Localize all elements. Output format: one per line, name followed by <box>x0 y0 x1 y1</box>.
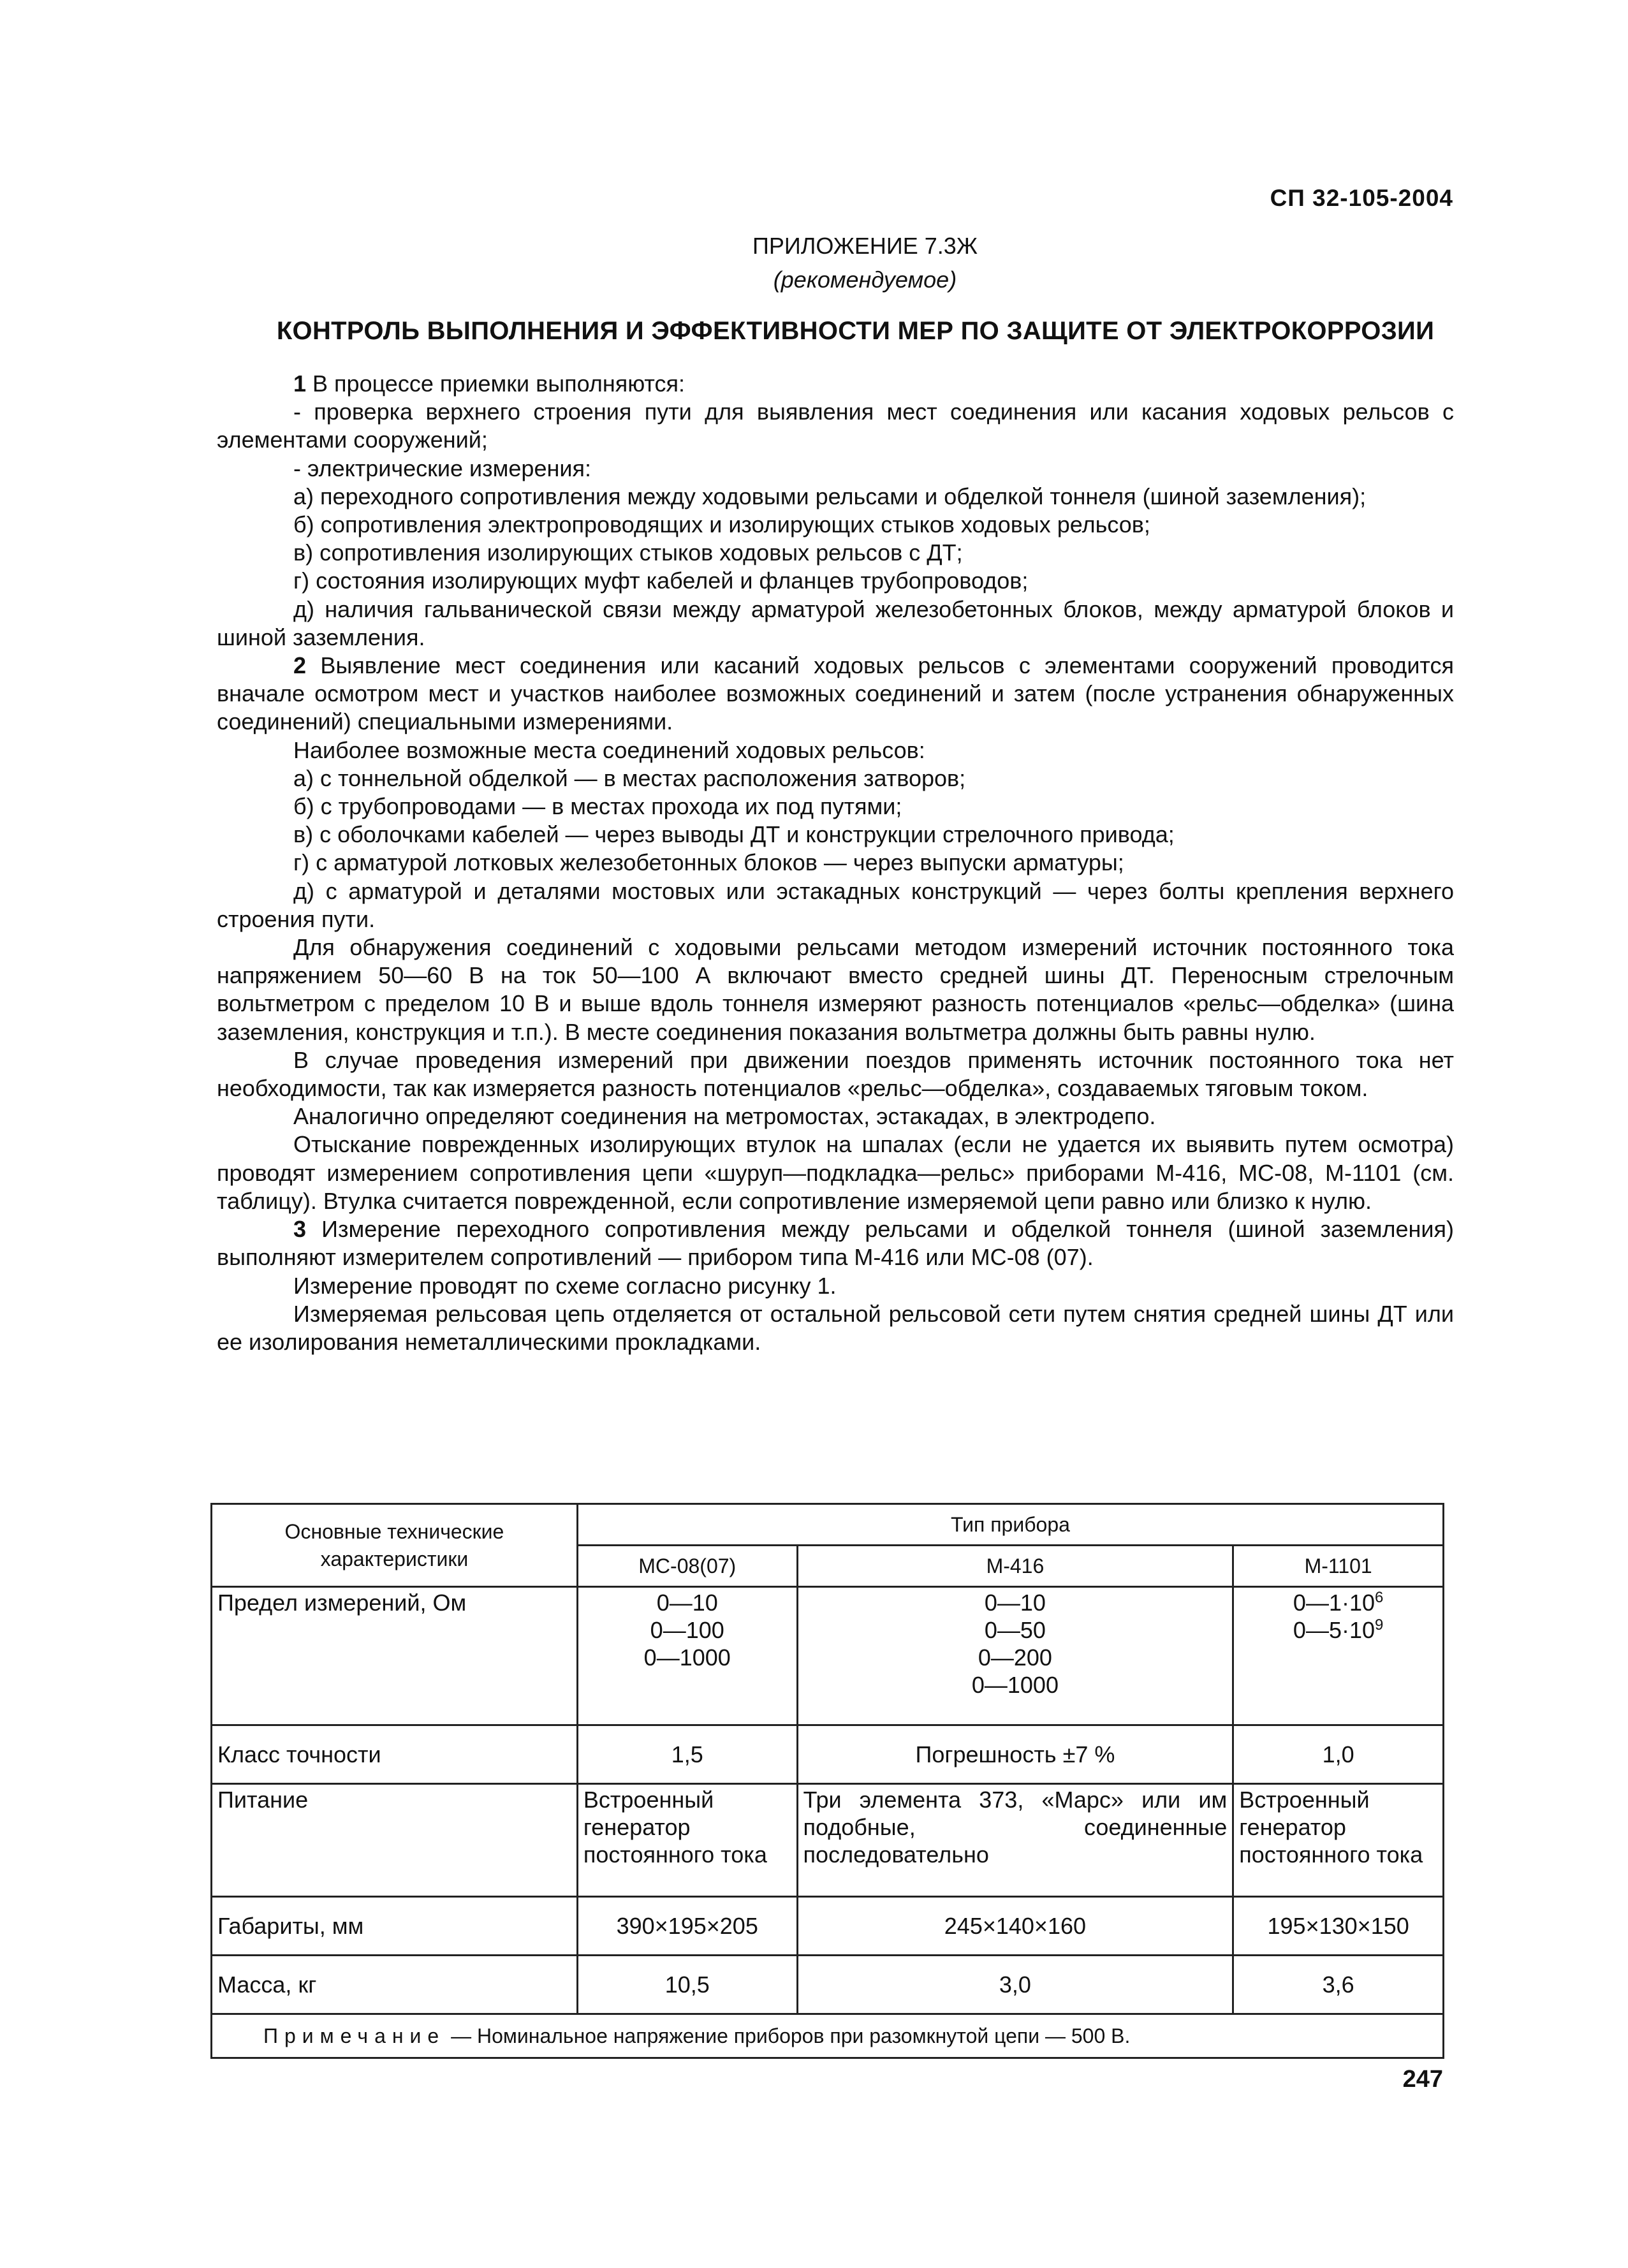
paragraph <box>217 1215 1454 1271</box>
paragraph <box>217 652 1454 736</box>
row-label: Габариты, мм <box>212 1897 578 1956</box>
table-row <box>212 1956 1444 2014</box>
table-note <box>212 2014 1444 2058</box>
header-col-m1101: М-1101 <box>1233 1546 1444 1587</box>
row-label: Масса, кг <box>212 1956 578 2014</box>
table-note-row <box>212 2014 1444 2058</box>
table-cell: 1,5 <box>577 1725 797 1784</box>
row-label: Питание <box>212 1784 578 1897</box>
paragraph: б) с трубопроводами — в местах прохода их под путями; <box>293 793 902 820</box>
table-cell: Встроенный генератор постоянного тока <box>577 1784 797 1897</box>
paragraph: в) сопротивления изолирующих стыков ходовых рельсов с ДТ; <box>293 539 963 566</box>
cell-line: 0—200 <box>978 1644 1052 1671</box>
note-text: — Номинальное напряжение приборов при разомкнутой цепи — 500 В. <box>445 2024 1131 2047</box>
section-number: 3 <box>293 1216 307 1243</box>
paragraph: а) переходного сопротивления между ходовыми рельсами и обделкой тоннеля (шиной заземления); <box>293 483 1367 509</box>
appendix-label: ПРИЛОЖЕНИЕ 7.3Ж <box>752 233 978 259</box>
table-cell: Встроенный генератор постоянного тока <box>1233 1784 1444 1897</box>
paragraph-text: Измерение переходного сопротивления между рельсами и обделкой тоннеля (шиной заземления) выполняют измерителем сопротивлений — прибором типа М-416 или МС-08 (07). <box>217 1216 1454 1271</box>
paragraph: д) с арматурой и деталями мостовых или эстакадных конструкций — через болты крепления верхнего строения пути. <box>217 877 1454 932</box>
table-row <box>212 1784 1444 1897</box>
paragraph: Отыскание поврежденных изолирующих втулок на шпалах (если не удается их выявить путем осмотра) проводят измерением сопротивления цепи «шуруп—подкладка—рельс» приборами М-416, МС-08, М-1101 (см. таблицу). Втулка считается поврежденной, если сопротивление измеряемой цепи равно или близко к нулю. <box>217 1131 1454 1214</box>
appendix-status: (рекомендуемое) <box>773 267 957 293</box>
table-cell <box>797 1587 1233 1725</box>
note-label: Примечание <box>263 2024 446 2047</box>
cell-line: 0—1000 <box>643 1644 731 1671</box>
table-cell: 1,0 <box>1233 1725 1444 1784</box>
paragraph: д) наличия гальванической связи между арматурой железобетонных блоков, между арматурой блоков и шиной заземления. <box>217 596 1454 650</box>
cell-value: 0—1·10 <box>1293 1590 1375 1616</box>
cell-line: 0—100 <box>650 1617 724 1643</box>
exponent: 9 <box>1375 1616 1384 1634</box>
paragraph: - электрические измерения: <box>293 455 591 481</box>
table-row <box>212 1897 1444 1956</box>
paragraph: Для обнаружения соединений с ходовыми рельсами методом измерений источник постоянного тока напряжением 50—60 В на ток 50—100 А включают вместо средней шины ДТ. Переносным стрелочным вольтметром с пределом 10 В и выше вдоль тоннеля измеряют разность потенциалов «рельс—обделка» (шина заземления, конструкция и т.п.). В месте соединения показания вольтметра должны быть равны нулю. <box>217 934 1454 1045</box>
cell-line: 0—10 <box>656 1590 718 1616</box>
table-cell: 245×140×160 <box>797 1897 1233 1956</box>
table-cell: 195×130×150 <box>1233 1897 1444 1956</box>
paragraph <box>217 370 1454 398</box>
row-label: Предел измерений, Ом <box>212 1587 578 1725</box>
paragraph: г) с арматурой лотковых железобетонных блоков — через выпуски арматуры; <box>293 849 1124 876</box>
paragraph: в) с оболочками кабелей — через выводы ДТ и конструкции стрелочного привода; <box>293 821 1175 848</box>
paragraph: - проверка верхнего строения пути для выявления мест соединения или касания ходовых рельсов с элементами сооружений; <box>217 399 1454 453</box>
section-number: 1 <box>293 370 307 397</box>
paragraph: В случае проведения измерений при движении поездов применять источник постоянного тока нет необходимости, так как измеряется разность потенциалов «рельс—обделка», создаваемых тяговым током. <box>217 1046 1454 1102</box>
page-number: 247 <box>1402 2066 1443 2093</box>
row-label: Класс точности <box>212 1725 578 1784</box>
paragraph: г) состояния изолирующих муфт кабелей и фланцев трубопроводов; <box>293 567 1029 594</box>
specifications-table <box>210 1503 1444 2059</box>
table-cell: 3,0 <box>797 1956 1233 2014</box>
header-col-ms08: МС-08(07) <box>577 1546 797 1587</box>
table-cell: Погрешность ±7 % <box>797 1725 1233 1784</box>
paragraph: Измерение проводят по схеме согласно рисунку 1. <box>293 1272 837 1299</box>
page-title: КОНТРОЛЬ ВЫПОЛНЕНИЯ И ЭФФЕКТИВНОСТИ МЕР ПО ЗАЩИТЕ ОТ ЭЛЕКТРОКОРРОЗИИ <box>276 317 1435 345</box>
cell-value: 0—5·10 <box>1293 1617 1375 1643</box>
table-cell: 390×195×205 <box>577 1897 797 1956</box>
paragraph: б) сопротивления электропроводящих и изолирующих стыков ходовых рельсов; <box>293 511 1150 538</box>
paragraph: а) с тоннельной обделкой — в местах расположения затворов; <box>293 765 966 791</box>
cell-line <box>1239 1616 1437 1644</box>
paragraph-text: Выявление мест соединения или касаний ходовых рельсов с элементами сооружений проводится вначале осмотром мест и участков наиболее возможных соединений и затем (после устранения обнаруженных соединений) специальными измерениями. <box>217 652 1454 735</box>
paragraph: Аналогично определяют соединения на метромостах, эстакадах, в электродепо. <box>293 1103 1156 1130</box>
table-row <box>212 1587 1444 1725</box>
header-col-m416: М-416 <box>797 1546 1233 1587</box>
cell-line: 0—50 <box>984 1617 1046 1643</box>
table-cell <box>577 1587 797 1725</box>
paragraph-text: В процессе приемки выполняются: <box>306 370 685 397</box>
header-characteristics: Основные технические характеристики <box>212 1504 578 1587</box>
paragraph: Наиболее возможные места соединений ходовых рельсов: <box>293 736 925 763</box>
exponent: 6 <box>1375 1589 1384 1606</box>
table-cell <box>1233 1587 1444 1725</box>
header-device-type: Тип прибора <box>577 1504 1443 1546</box>
cell-line <box>1239 1589 1437 1616</box>
body-text <box>217 370 1454 1356</box>
document-code: СП 32-105-2004 <box>1270 185 1453 211</box>
paragraph: Измеряемая рельсовая цепь отделяется от остальной рельсовой сети путем снятия средней шины ДТ или ее изолирования неметаллическими прокладками. <box>217 1300 1454 1355</box>
table-cell: 3,6 <box>1233 1956 1444 2014</box>
table-header-row <box>212 1504 1444 1546</box>
cell-line: 0—10 <box>984 1590 1046 1616</box>
cell-line: 0—1000 <box>971 1672 1059 1698</box>
table-cell: Три элемента 373, «Марс» или им подобные, соединенные последовательно <box>797 1784 1233 1897</box>
section-number: 2 <box>293 652 307 679</box>
table-row <box>212 1725 1444 1784</box>
table-cell: 10,5 <box>577 1956 797 2014</box>
